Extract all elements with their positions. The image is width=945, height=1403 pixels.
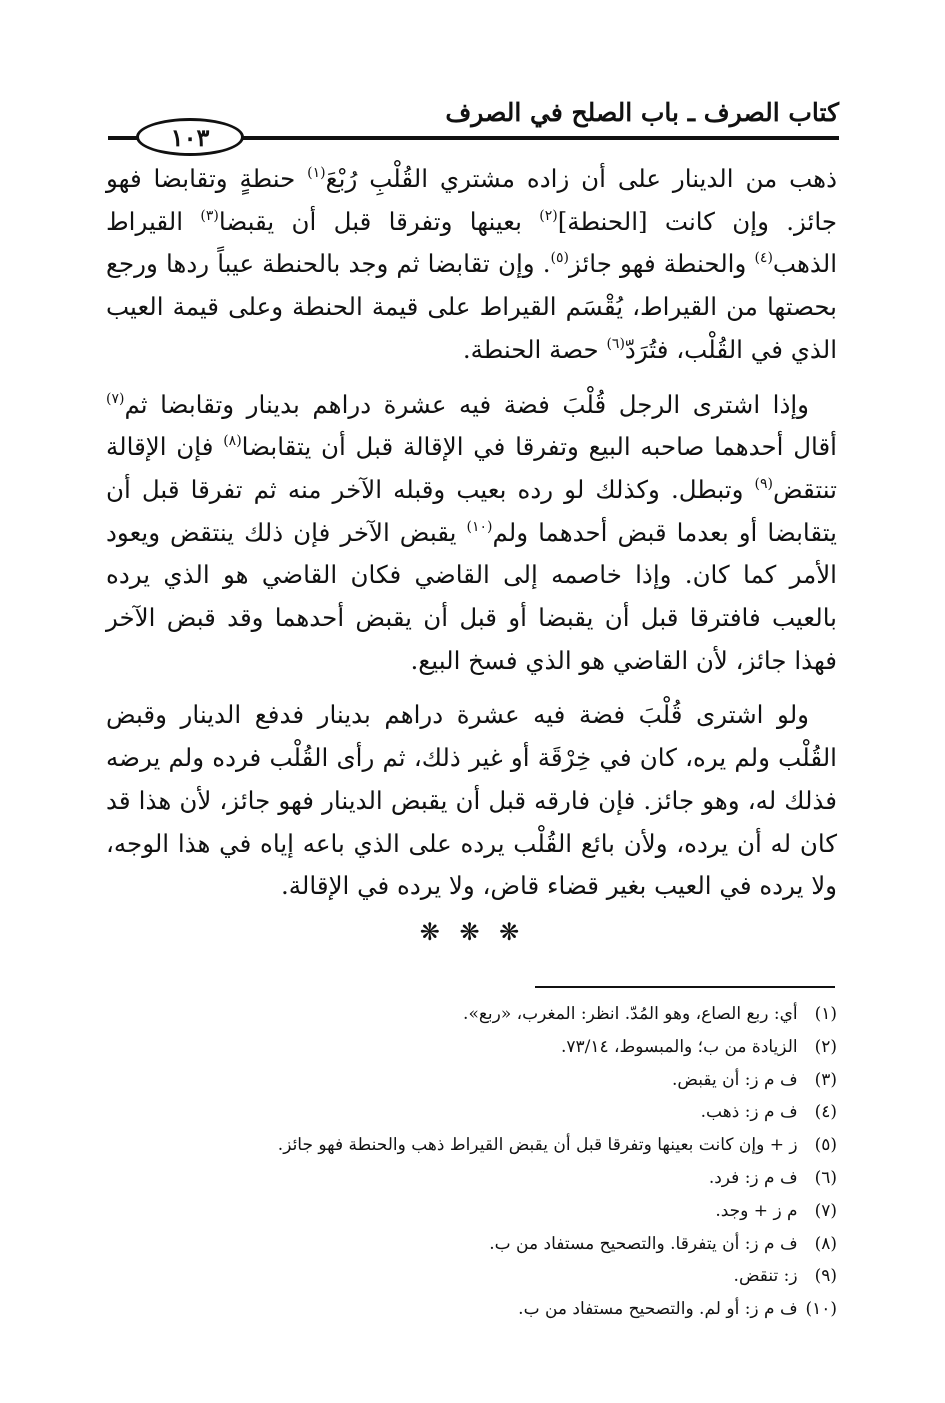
paragraph: [106, 158, 837, 372]
footnote-text: م ز + وجد.: [715, 1200, 798, 1221]
footnote-item: [90, 1293, 837, 1326]
footnote-number: (١): [814, 1004, 837, 1024]
text-segment: أقال أحدهما صاحبه البيع وتفرقا في الإقالة قبل أن يتقابضا: [241, 432, 837, 462]
text-segment: حنطةٍ وتقابضا فهو جائز. وإن كانت [الحنطة]: [106, 164, 837, 236]
footnote-marker: (٥): [550, 250, 569, 267]
footnote-text: ف م ز: أن يقبض.: [671, 1069, 798, 1090]
text-segment: . وإن تقابضا ثم وجد بالحنطة عيباً ردها ورجع بحصتها من القيراط، يُقْسَم القيراط على قيمة الحنطة وعلى قيمة العيب الذي في القُلْب، فتُرَدّ: [106, 249, 837, 364]
footnote-number: (٦): [814, 1167, 837, 1188]
footnote-number: (٧): [814, 1200, 837, 1221]
section-ornament: ❋ ❋ ❋: [419, 918, 526, 946]
page-number: ١٠٣: [136, 118, 244, 156]
text-segment: فإن الإقالة تنتقض: [106, 432, 837, 504]
text-segment: والحنطة فهو جائز: [568, 249, 755, 279]
text-segment: القيراط الذهب: [106, 206, 838, 279]
paragraph: [106, 694, 837, 908]
text-segment: وتبطل. وكذلك لو رده بعيب وقبله الآخر منه ثم تفرقا قبل أن يتقابضا أو بعدما قبض أحدهما ولم: [106, 474, 837, 547]
footnote-item: [90, 998, 837, 1031]
footnotes-list: [90, 998, 837, 1326]
footnote-text: أي: ربع الصاع، وهو المُدّ. انظر: المغرب، «ربع».: [463, 1004, 798, 1024]
footnote-item: [90, 1096, 837, 1129]
footnote-number: (٤): [814, 1102, 837, 1123]
footnote-item: [90, 1228, 837, 1261]
footnote-marker: (١٠): [466, 518, 493, 535]
text-segment: بعينها وتفرقا قبل أن يقبضا: [218, 206, 540, 236]
footnote-marker: (٤): [754, 250, 773, 267]
footnote-marker: (١): [307, 165, 326, 181]
footnote-marker: (٦): [606, 335, 625, 352]
footnote-item: [90, 1162, 837, 1195]
footnote-marker: (٣): [200, 207, 219, 224]
footnote-item: [90, 1031, 837, 1064]
paragraph: [106, 384, 837, 683]
text-segment: حصة الحنطة.: [462, 334, 607, 364]
footnote-item: [90, 1195, 837, 1228]
footnote-text: ف م ز: أو لم. والتصحيح مستفاد من ب.: [518, 1299, 798, 1320]
footnote-item: [90, 1064, 837, 1097]
footnote-number: (٥): [814, 1135, 837, 1156]
footnote-number: (٩): [814, 1266, 837, 1287]
footnote-item: [90, 1260, 837, 1293]
footnote-text: ز: تنقض.: [733, 1266, 798, 1287]
footnote-text: ز + وإن كانت بعينها وتفرقا قبل أن يقبض القيراط ذهب والحنطة فهو جائز.: [277, 1135, 798, 1156]
footnote-item: [90, 1129, 837, 1162]
footnote-text: ف م ز: أن يتفرقا. والتصحيح مستفاد من ب.: [489, 1233, 798, 1254]
footnote-separator: [535, 986, 835, 988]
footnote-text: ف م ز: ذهب.: [700, 1102, 798, 1123]
footnote-number: (١٠): [805, 1299, 837, 1320]
text-segment: وإذا اشترى الرجل قُلْبَ فضة فيه عشرة دراهم بدينار وتقابضا ثم: [124, 389, 809, 419]
footnote-number: (٢): [814, 1036, 837, 1057]
footnote-text: ف م ز: فرد.: [708, 1167, 798, 1188]
footnote-text: الزيادة من ب؛ والمبسوط، ٧٣/١٤.: [560, 1036, 798, 1057]
chapter-title: كتاب الصرف ـ باب الصلح في الصرف: [445, 98, 839, 127]
text-segment: ذهب من الدينار على أن زاده مشتري القُلْبِ رُبْعَ: [325, 164, 837, 193]
footnote-marker: (٧): [106, 390, 125, 407]
footnote-marker: (٩): [754, 475, 773, 492]
footnote-marker: (٢): [539, 207, 558, 224]
footnote-number: (٣): [814, 1069, 837, 1090]
footnote-marker: (٨): [223, 433, 242, 450]
running-header: [108, 96, 839, 150]
text-segment: يقبض الآخر فإن ذلك ينتقض ويعود الأمر كما كان. وإذا خاصمه إلى القاضي فكان القاضي هو الذي يرده بالعيب فافترقا قبل أن يقبضا أو قبل أن يقبض أحدهما وقد قبض الآخر فهذا جائز، لأن القاضي هو الذي فسخ البيع.: [106, 517, 837, 675]
main-text: [106, 158, 837, 908]
text-segment: ولو اشترى قُلْبَ فضة فيه عشرة دراهم بدينار فدفع الدينار وقبض القُلْب ولم يره، كان في خِرْقَة أو غير ذلك، ثم رأى القُلْب فرده ولم يرضه فذلك له، وهو جائز. فإن فارقه قبل أن يقبض الدينار فهو جائز، لأن هذا قد كان له أن يرده، ولأن بائع القُلْب يرده على الذي باعه إياه في هذا الوجه، ولا يرده في العيب بغير قضاء قاض، ولا يرده في الإقالة.: [106, 700, 837, 901]
footnote-number: (٨): [814, 1233, 837, 1254]
